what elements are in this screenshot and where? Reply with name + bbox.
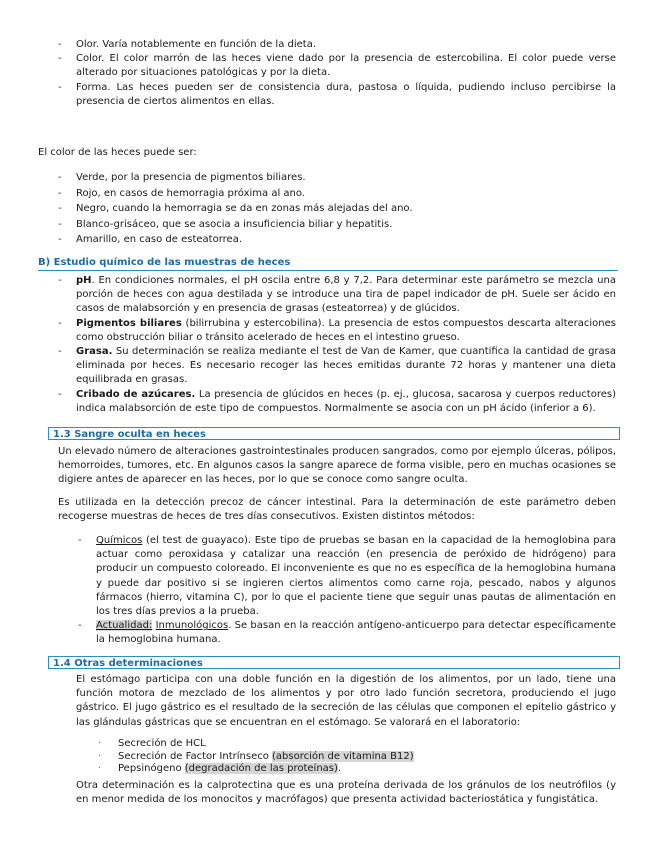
lab-values-list bbox=[118, 738, 616, 776]
list-item bbox=[118, 751, 616, 764]
list-item bbox=[118, 763, 616, 776]
section-1-3-heading: 1.3 Sangre oculta en heces bbox=[48, 427, 620, 440]
list-item: - Blanco-grisáceo, que se asocia a insuficiencia biliar y hepatitis. bbox=[76, 217, 616, 233]
list-item bbox=[76, 274, 616, 317]
item-text: Secreción de HCL bbox=[118, 738, 206, 749]
section-b-heading: B) Estudio químico de las muestras de heces bbox=[38, 257, 618, 271]
list-item: - Negro, cuando la hemorragia se da en zonas más alejadas del ano. bbox=[76, 201, 616, 217]
color-intro: El color de las heces puede ser: bbox=[38, 147, 197, 158]
item-tail: . bbox=[337, 763, 342, 774]
list-item bbox=[76, 388, 616, 416]
list-item: - Amarillo, en caso de esteatorrea. bbox=[76, 232, 616, 248]
list-item: - Olor. Varía notablemente en función de la dieta. bbox=[76, 38, 616, 52]
feces-properties-list bbox=[76, 38, 616, 109]
color-list bbox=[76, 170, 616, 248]
item-text: . En condiciones normales, el pH oscila entre 6,8 y 7,2. Para determinar este parámetro se mezcla una porción de heces con agua destilada y se introduce una tira de papel indicador de pH. Suele ser ácido en casos de malabsorción y en presencia de grasas (esteatorrea) y de glúcidos. bbox=[76, 275, 616, 315]
item-text: Secreción de Factor Intrínseco bbox=[118, 750, 273, 762]
item-text: . Se basan en la reacción antígeno-anticuerpo para detectar específicamente la hemoglobina humana. bbox=[96, 620, 616, 646]
term: Pigmentos biliares bbox=[76, 317, 182, 329]
highlight-note: (degradación de las proteínas) bbox=[184, 763, 338, 774]
term: Inmunológicos bbox=[155, 620, 229, 632]
term: Cribado de azúcares. bbox=[76, 388, 196, 400]
list-item bbox=[96, 619, 616, 647]
term: pH bbox=[76, 275, 92, 286]
list-item: - Rojo, en casos de hemorragia próxima al ano. bbox=[76, 186, 616, 202]
list-item bbox=[76, 317, 616, 345]
highlight-note: (absorción de vitamina B12) bbox=[272, 750, 414, 762]
occult-blood-paragraph: Un elevado número de alteraciones gastrointestinales producen sangrados, como por ejemplo úlceras, pólipos, hemorroides, tumores, etc. En algunos casos la sangre aparece de forma visible, pero en muchas ocasiones se digiere antes de aparecer en las heces, por lo que se conoce como sangre oculta. bbox=[58, 446, 616, 486]
list-item: - Forma. Las heces pueden ser de consistencia dura, pastosa o líquida, pudiendo incluso percibirse la presencia de ciertos alimentos en ellas. bbox=[76, 81, 616, 109]
list-item: - Color. El color marrón de las heces viene dado por la presencia de estercobilina. El color puede verse alterado por situaciones patológicas y por la dieta. bbox=[76, 52, 616, 80]
item-text: Pepsinógeno bbox=[118, 763, 185, 774]
item-text: (bilirrubina y estercobilina). La presencia de estos compuestos descarta alteraciones como obstrucción biliar o tránsito acelerado de heces en el intestino grueso. bbox=[76, 317, 616, 343]
section-1-4-heading: 1.4 Otras determinaciones bbox=[48, 656, 620, 669]
list-item bbox=[118, 738, 616, 751]
item-text: Su determinación se realiza mediante el test de Van de Kamer, que cuantifica la cantidad de grasa eliminada por heces. Es necesario recoger las heces emitidas durante 72 horas y mantener una dieta equilibrada en grasas. bbox=[76, 346, 616, 386]
list-item: - Verde, por la presencia de pigmentos biliares. bbox=[76, 170, 616, 186]
list-item bbox=[96, 534, 616, 619]
occult-blood-method-intro: Es utilizada en la detección precoz de cáncer intestinal. Para la determinación de este parámetro deben recogerse muestras de heces de tres días consecutivos. Existen distintos métodos: bbox=[58, 497, 616, 523]
item-text: (el test de guayaco). Este tipo de pruebas se basan en la capacidad de la hemoglobina para actuar como peroxidasa y catalizar una reacción (en presencia de peróxido de hidrógeno) para producir un compuesto coloreado. El inconveniente es que no es específica de la hemoglobina humana y puede dar positivo si se ingieren ciertos alimentos como carne roja, pescado, nabos y algunos fármacos (hierro, vitamina C), por lo que el paciente tiene que seguir unas pautas de alimentación en los tres días previos a la prueba. bbox=[96, 535, 616, 618]
term: Grasa. bbox=[76, 346, 113, 358]
stomach-paragraph: El estómago participa con una doble función en la digestión de los alimentos, por un lado, tiene una función motora de mezclado de los alimentos y por otro lado función secretora, produciendo el jugo gástrico. El jugo gástrico es el resultado de la secreción de las células que componen el epitelio gástrico y las glándulas gástricas que se encuentran en el estómago. Se valorará en el laboratorio: bbox=[76, 674, 616, 728]
term: Químicos bbox=[96, 535, 143, 546]
highlight-label: Actualidad: bbox=[96, 620, 153, 632]
item-text: La presencia de glúcidos en heces (p. ej., glucosa, sacarosa y cuerpos reductores) indica malabsorción de este tipo de compuestos. Normalmente se asocia con un pH ácido (inferior a 6). bbox=[76, 388, 616, 414]
calprotectin-paragraph: Otra determinación es la calprotectina que es una proteína derivada de los gránulos de los neutrófilos (y en menor medida de los monocitos y macrófagos) que presenta actividad bacteriostática y fungistática. bbox=[76, 780, 616, 806]
list-item bbox=[76, 345, 616, 388]
methods-list bbox=[96, 534, 616, 648]
chemical-study-list bbox=[76, 274, 616, 416]
